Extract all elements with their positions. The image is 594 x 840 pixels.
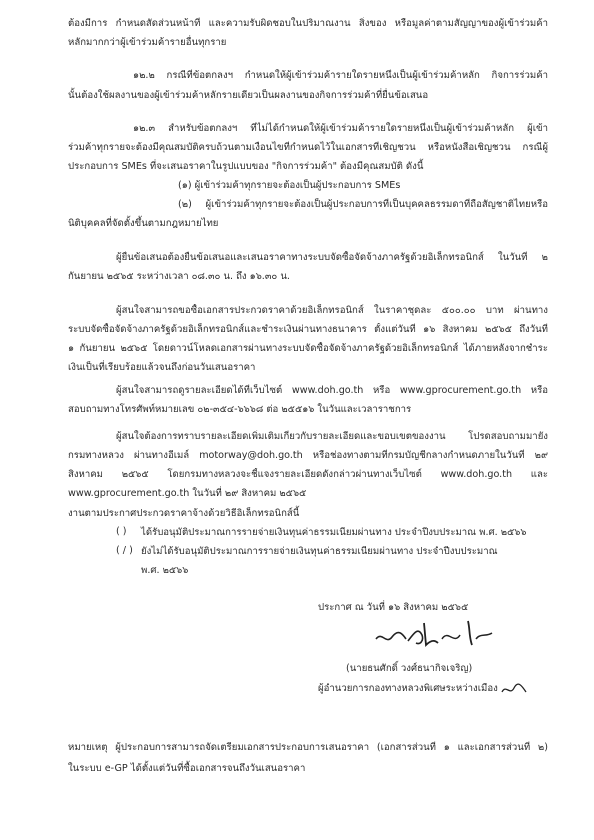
signatory-name: (นายธนศักดิ์ วงศ์ธนากิจเจริญ) <box>346 663 473 674</box>
inquiry-line-4: www.gprocurement.go.th ในวันที่ ๒๙ สิงหาคม ๒๕๖๕ <box>68 488 307 499</box>
item-12-3-line-3: ประกอบการ SMEs ที่จะเสนอราคาในรูปแบบของ "กิจการร่วมค้า" ต้องมีคุณสมบัติ ดังนี้ <box>68 161 424 172</box>
inquiry-line-3: สิงหาคม ๒๕๖๕ โดยกรมทางหลวงจะชี้แจงรายละเอียดดังกล่าวผ่านทางเว็บไซต์ www.doh.go.th และ <box>68 469 548 480</box>
budget-option-1-text: ได้รับอนุมัติประมาณการรายจ่ายเงินทุนค่าธรรมเนียมผ่านทาง ประจำปีงบประมาณ พ.ศ. ๒๕๖๖ <box>141 527 527 538</box>
note-line-2: ในระบบ e-GP ได้ตั้งแต่วันที่ซื้อเอกสารจนถึงวันเสนอราคา <box>68 763 306 774</box>
submission-line-1: ผู้ยื่นข้อเสนอต้องยื่นข้อเสนอและเสนอราคาทางระบบจัดซื้อจัดจ้างภาครัฐด้วยอิเล็กทรอนิกส์ ในวันที่ ๒ <box>116 252 548 263</box>
item-12-3-line-2: ร่วมค้าทุกรายจะต้องมีคุณสมบัติครบถ้วนตามเงื่อนไขที่กำหนดไว้ในเอกสารที่เชิญชวน หรือหนังสือเชิญชวน กรณีผู้ <box>68 142 548 153</box>
budget-option-2-checkbox: ( / ) <box>116 545 133 556</box>
signature-image <box>372 615 502 655</box>
item-12-3-sub-1: (๑) ผู้เข้าร่วมค้าทุกรายจะต้องเป็นผู้ประกอบการ SMEs <box>178 180 401 191</box>
submission-line-2: กันยายน ๒๕๖๕ ระหว่างเวลา ๐๘.๓๐ น. ถึง ๑๖.๓๐ น. <box>68 271 290 282</box>
initials-mark <box>500 678 530 700</box>
item-12-3-sub-2a: (๒) ผู้เข้าร่วมค้าทุกรายจะต้องเป็นผู้ประกอบการที่เป็นบุคคลธรรมดาที่ถือสัญชาติไทยหรือ <box>178 199 548 210</box>
budget-heading: งานตามประกาศประกวดราคาจ้างด้วยวิธีอิเล็กทรอนิกส์นี้ <box>68 508 300 519</box>
inquiry-line-2: กรมทางหลวง ผ่านทางอีเมล์ motorway@doh.go.th หรือช่องทางตามที่กรมบัญชีกลางกำหนดภายในวันที่ ๒๙ <box>68 450 548 461</box>
announcement-date: ประกาศ ณ วันที่ ๑๖ สิงหาคม ๒๕๖๕ <box>318 602 469 613</box>
budget-option-1-checkbox: ( ) <box>116 526 127 537</box>
purchase-line-3: ๑ กันยายน ๒๕๖๕ โดยดาวน์โหลดเอกสารผ่านทางระบบจัดซื้อจัดจ้างภาครัฐด้วยอิเล็กทรอนิกส์ ได้ภายหลังจากชำระ <box>68 343 548 354</box>
item-12-2-line-2: นั้นต้องใช้ผลงานของผู้เข้าร่วมค้าหลักรายเดียวเป็นผลงานของกิจการร่วมค้าที่ยื่นข้อเสนอ <box>68 90 429 101</box>
item-12-3-sub-2b: นิติบุคคลที่จัดตั้งขึ้นตามกฎหมายไทย <box>68 218 219 229</box>
budget-option-2-text-2: พ.ศ. ๒๕๖๖ <box>141 565 189 576</box>
note-line-1: หมายเหตุ ผู้ประกอบการสามารถจัดเตรียมเอกสารประกอบการเสนอราคา (เอกสารส่วนที่ ๑ และเอกสารส่วนที่ ๒) <box>68 742 548 753</box>
para-line-2: หลักมากกว่าผู้เข้าร่วมค้ารายอื่นทุกราย <box>68 37 227 48</box>
purchase-line-2: ระบบจัดซื้อจัดจ้างภาครัฐด้วยอิเล็กทรอนิกส์และชำระเงินผ่านทางธนาคาร ตั้งแต่วันที่ ๑๖ สิงหาคม ๒๕๖๕ ถึงวันที่ <box>68 324 548 335</box>
budget-option-2-text: ยังไม่ได้รับอนุมัติประมาณการรายจ่ายเงินทุนค่าธรรมเนียมผ่านทาง ประจำปีงบประมาณ <box>141 546 498 557</box>
item-12-3-line-1: ๑๒.๓ สำหรับข้อตกลงฯ ที่ไม่ได้กำหนดให้ผู้เข้าร่วมค้ารายใดรายหนึ่งเป็นผู้เข้าร่วมค้าหลัก ผู้เข้า <box>133 123 548 134</box>
details-line-2: สอบถามทางโทรศัพท์หมายเลข ๐๒-๓๕๔-๖๖๖๘ ต่อ ๒๕๕๑๖ ในวันและเวลาราชการ <box>68 404 412 415</box>
signatory-title: ผู้อำนวยการกองทางหลวงพิเศษระหว่างเมือง <box>318 683 498 694</box>
inquiry-line-1: ผู้สนใจต้องการทราบรายละเอียดเพิ่มเติมเกี่ยวกับรายละเอียดและขอบเขตของงาน โปรดสอบถามมายัง <box>116 431 548 442</box>
item-12-2-line-1: ๑๒.๒ กรณีที่ข้อตกลงฯ กำหนดให้ผู้เข้าร่วมค้ารายใดรายหนึ่งเป็นผู้เข้าร่วมค้าหลัก กิจการร่วมค้า <box>133 70 548 81</box>
details-line-1: ผู้สนใจสามารถดูรายละเอียดได้ที่เว็บไซต์ www.doh.go.th หรือ www.gprocurement.go.th หรือ <box>116 385 548 396</box>
purchase-line-4: เงินเป็นที่เรียบร้อยแล้วจนถึงก่อนวันเสนอราคา <box>68 362 256 373</box>
para-line-1: ต้องมีการ กำหนดสัดส่วนหน้าที่ และความรับผิดชอบในปริมาณงาน สิ่งของ หรือมูลค่าตามสัญญาของผู้เข้าร่วมค้า <box>68 18 548 29</box>
purchase-line-1: ผู้สนใจสามารถขอซื้อเอกสารประกวดราคาด้วยอิเล็กทรอนิกส์ ในราคาชุดละ ๕๐๐.๐๐ บาท ผ่านทาง <box>116 305 548 316</box>
